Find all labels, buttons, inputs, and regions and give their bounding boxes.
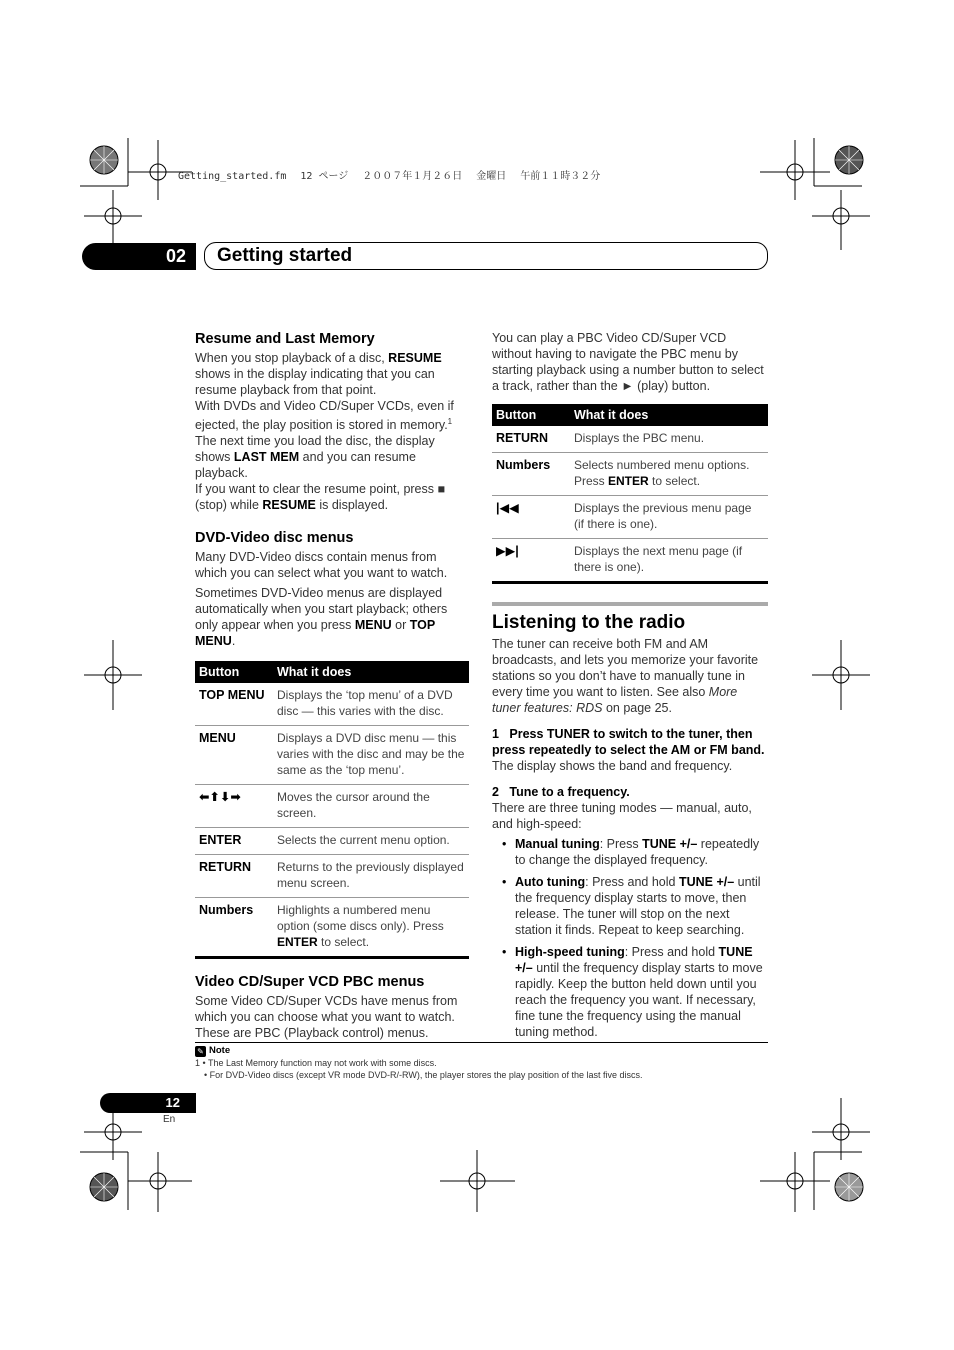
vcd-menus-heading: Video CD/Super VCD PBC menus	[195, 974, 425, 991]
table-row: Numbers Selects numbered menu options. Press ENTER to select.	[492, 453, 768, 496]
table-row: RETURN Displays the PBC menu.	[492, 426, 768, 453]
file-weekday: 金曜日	[476, 171, 507, 182]
dvd-menus-heading: DVD-Video disc menus	[195, 530, 354, 547]
note-title: ✎ Note	[195, 1045, 768, 1057]
next-icon: ▶▶|	[492, 539, 570, 583]
resume-heading: Resume and Last Memory	[195, 331, 375, 347]
page-number: 12	[100, 1093, 196, 1113]
note-line-1: 1 • The Last Memory function may not work with some discs.	[195, 1058, 437, 1068]
footnote-area	[195, 1042, 768, 1081]
table-header-button: Button	[492, 404, 570, 426]
list-item: • Manual tuning: Press TUNE +/– repeatedly to change the displayed frequency.	[515, 836, 768, 868]
step-2: 2 Tune to a frequency.	[492, 785, 630, 799]
table-header-action: What it does	[570, 404, 768, 426]
table-row: ▶▶| Displays the next menu page (if there is one).	[492, 539, 768, 583]
resume-paragraph-1: When you stop playback of a disc, RESUME shows in the display indicating that you can resume playback from that point.	[195, 351, 442, 397]
file-time: 午前１１時３２分	[520, 171, 601, 182]
table-header-action: What it does	[273, 661, 469, 683]
table-row: Numbers Highlights a numbered menu option (some discs only). Press ENTER to select.	[195, 898, 469, 958]
vcd-paragraph: Some Video CD/Super VCDs have menus from which you can choose what you want to watch. These are PBC (Playback control) menus.	[195, 994, 458, 1041]
table-row: ⬅⬆⬇➡ Moves the cursor around the screen.	[195, 785, 469, 828]
pbc-paragraph: You can play a PBC Video CD/Super VCD without having to navigate the PBC menu by starting playback using a number button to select a track, rather than the ► (play) button.	[492, 331, 764, 393]
table-row: MENU Displays a DVD disc menu — this varies with the disc and may be the same as the ‘top menu’.	[195, 726, 469, 785]
page-language: En	[163, 1114, 176, 1125]
pbc-menu-table	[492, 404, 768, 584]
dvd-paragraph-2: Sometimes DVD-Video menus are displayed automatically when you start playback; others only appear when you press MENU or TOP MENU.	[195, 586, 448, 649]
radio-paragraph: The tuner can receive both FM and AM broadcasts, and lets you memorize your favorite stations so you don’t have to manually tune in every time you want to listen. See also More tuner features: RDS on page 25.	[492, 637, 759, 715]
table-header-button: Button	[195, 661, 273, 683]
list-item: • High-speed tuning: Press and hold TUNE +/– until the frequency display starts to move rapidly. Keep the button held down until you reach the frequency you want. If necessary, fine tune the frequency using the manual tuning method.	[515, 944, 768, 1040]
left-column	[195, 330, 469, 1041]
note-pencil-icon: ✎	[195, 1046, 206, 1057]
right-column	[492, 330, 768, 1046]
tuning-mode-list	[492, 836, 768, 1040]
dvd-paragraph-1: Many DVD-Video discs contain menus from which you can select what you want to watch.	[195, 550, 448, 581]
file-header	[178, 167, 614, 182]
chapter-title: Getting started	[204, 242, 768, 270]
list-item: • Auto tuning: Press and hold TUNE +/– until the frequency display starts to move, then release. The tuner will stop on the next station it finds. Repeat to keep searching.	[515, 874, 768, 938]
dvd-menu-table	[195, 661, 469, 959]
previous-icon: |◀◀	[492, 496, 570, 539]
step-1-desc: The display shows the band and frequency.	[492, 759, 733, 773]
step-1: 1 Press TUNER to switch to the tuner, then press repeatedly to select the AM or FM band.	[492, 727, 765, 757]
table-row: RETURN Returns to the previously displayed menu screen.	[195, 855, 469, 898]
file-name: Getting_started.fm	[178, 171, 287, 182]
resume-paragraph-3: If you want to clear the resume point, press ■ (stop) while RESUME is displayed.	[195, 482, 446, 513]
table-row: TOP MENU Displays the ‘top menu’ of a DVD disc — this varies with the disc.	[195, 683, 469, 726]
arrow-keys-icon: ⬅⬆⬇➡	[195, 785, 273, 828]
note-line-2: • For DVD-Video discs (except VR mode DVD-R/-RW), the player stores the play position of the last five discs.	[204, 1070, 643, 1080]
table-row: ENTER Selects the current menu option.	[195, 828, 469, 855]
file-date: ２００７年１月２６日	[362, 171, 463, 182]
file-page: 12 ページ	[300, 171, 349, 182]
stop-icon: ■	[437, 482, 446, 497]
resume-paragraph-2: With DVDs and Video CD/Super VCDs, even if ejected, the play position is stored in memory.$^1$ The next time you load the disc, the display shows LAST MEM and you can resume playback.	[195, 399, 454, 481]
radio-heading: Listening to the radio	[492, 602, 768, 634]
chapter-number: 02	[82, 243, 196, 270]
table-row: |◀◀ Displays the previous menu page (if there is one).	[492, 496, 768, 539]
step-2-desc: There are three tuning modes — manual, auto, and high-speed:	[492, 801, 752, 831]
